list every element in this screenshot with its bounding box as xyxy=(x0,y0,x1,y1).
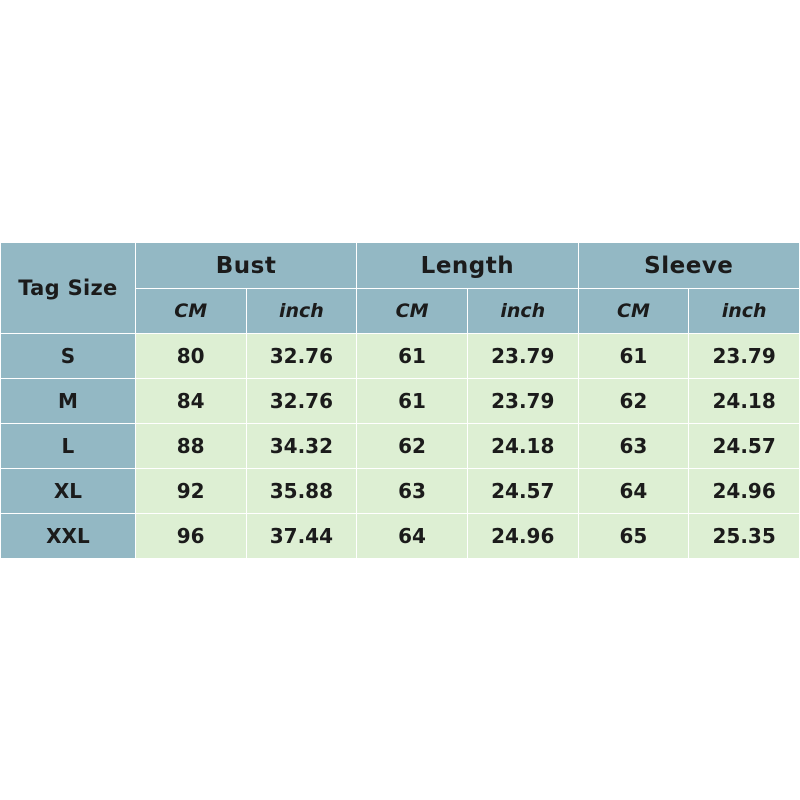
cell-length-cm: 62 xyxy=(357,424,468,469)
table-row xyxy=(1,424,800,469)
cell-sleeve-cm: 62 xyxy=(578,379,689,424)
cell-length-cm: 61 xyxy=(357,379,468,424)
cell-length-cm: 64 xyxy=(357,514,468,559)
cell-length-inch: 24.18 xyxy=(467,424,578,469)
table-row xyxy=(1,379,800,424)
cell-length-inch: 23.79 xyxy=(467,334,578,379)
header-group-bust: Bust xyxy=(135,243,356,289)
header-group-sleeve: Sleeve xyxy=(578,243,799,289)
row-size-label: S xyxy=(1,334,136,379)
header-unit-length-cm: CM xyxy=(357,289,468,334)
cell-sleeve-inch: 24.57 xyxy=(689,424,800,469)
size-chart-container xyxy=(0,242,800,559)
cell-sleeve-cm: 64 xyxy=(578,469,689,514)
cell-length-cm: 63 xyxy=(357,469,468,514)
header-unit-length-inch: inch xyxy=(467,289,578,334)
cell-bust-cm: 84 xyxy=(135,379,246,424)
size-chart-table xyxy=(0,242,800,559)
table-body xyxy=(1,334,800,559)
table-group-header-row xyxy=(1,243,800,289)
cell-length-inch: 24.96 xyxy=(467,514,578,559)
table-head xyxy=(1,243,800,334)
cell-sleeve-cm: 63 xyxy=(578,424,689,469)
header-group-length: Length xyxy=(357,243,578,289)
cell-bust-cm: 96 xyxy=(135,514,246,559)
cell-length-cm: 61 xyxy=(357,334,468,379)
cell-bust-inch: 32.76 xyxy=(246,379,357,424)
row-size-label: L xyxy=(1,424,136,469)
header-unit-sleeve-inch: inch xyxy=(689,289,800,334)
cell-bust-inch: 34.32 xyxy=(246,424,357,469)
table-row xyxy=(1,514,800,559)
header-unit-bust-cm: CM xyxy=(135,289,246,334)
cell-sleeve-inch: 24.18 xyxy=(689,379,800,424)
cell-bust-inch: 35.88 xyxy=(246,469,357,514)
header-unit-bust-inch: inch xyxy=(246,289,357,334)
cell-sleeve-inch: 24.96 xyxy=(689,469,800,514)
cell-sleeve-inch: 25.35 xyxy=(689,514,800,559)
cell-sleeve-cm: 61 xyxy=(578,334,689,379)
cell-bust-inch: 32.76 xyxy=(246,334,357,379)
cell-bust-cm: 88 xyxy=(135,424,246,469)
header-unit-sleeve-cm: CM xyxy=(578,289,689,334)
cell-sleeve-cm: 65 xyxy=(578,514,689,559)
row-size-label: XXL xyxy=(1,514,136,559)
cell-bust-cm: 80 xyxy=(135,334,246,379)
cell-bust-inch: 37.44 xyxy=(246,514,357,559)
row-size-label: XL xyxy=(1,469,136,514)
table-row xyxy=(1,469,800,514)
cell-length-inch: 24.57 xyxy=(467,469,578,514)
row-size-label: M xyxy=(1,379,136,424)
header-tag-size: Tag Size xyxy=(1,243,136,334)
cell-bust-cm: 92 xyxy=(135,469,246,514)
cell-length-inch: 23.79 xyxy=(467,379,578,424)
table-row xyxy=(1,334,800,379)
cell-sleeve-inch: 23.79 xyxy=(689,334,800,379)
